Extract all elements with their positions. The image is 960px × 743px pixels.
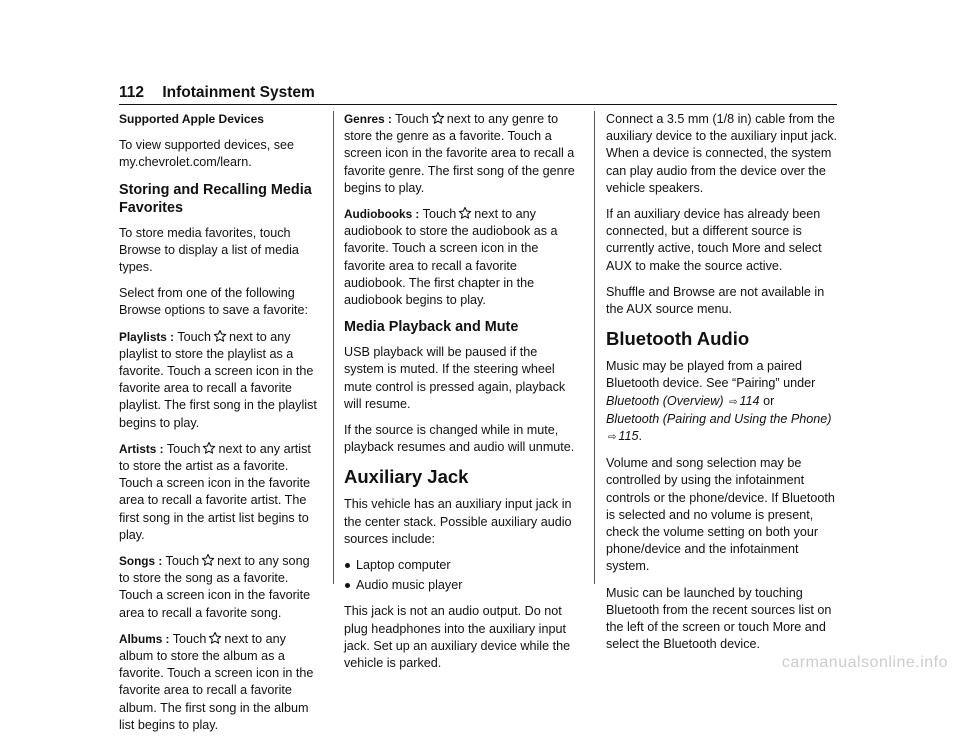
genres-term: Genres : xyxy=(344,112,392,126)
genres-pre: Touch xyxy=(395,112,429,126)
audiobooks-entry xyxy=(344,206,579,309)
star-outline-icon xyxy=(208,631,222,645)
storing-favorites-heading: Storing and Recalling Media Favorites xyxy=(119,181,312,216)
star-outline-icon xyxy=(431,111,445,125)
page-ref-115[interactable]: 115 xyxy=(618,429,639,444)
star-outline-icon xyxy=(201,553,215,567)
audiobooks-term: Audiobooks : xyxy=(344,207,420,222)
list-item: Laptop computer xyxy=(344,557,579,574)
column-1 xyxy=(119,111,322,743)
audiobooks-pre: Touch xyxy=(422,207,457,222)
artists-entry xyxy=(119,441,322,544)
auxiliary-jack-heading: Auxiliary Jack xyxy=(344,466,469,488)
page-number: 112 xyxy=(119,84,145,101)
aux-paragraph-2: This jack is not an audio output. Do not plug headphones into the auxiliary input jack. Set up an auxiliary device while the vehicle is parked. xyxy=(344,604,571,671)
page-ref-114[interactable]: 114 xyxy=(739,393,760,408)
aux-connect-paragraph: Connect a 3.5 mm (1/8 in) cable from the auxiliary device to the auxiliary input jack. When a device is connected, the system can play audio from the device over the vehicle speakers. xyxy=(606,112,837,195)
star-outline-icon xyxy=(213,329,227,343)
list-item: Audio music player xyxy=(344,577,579,594)
star-outline-icon xyxy=(202,441,216,455)
column-2 xyxy=(344,111,579,681)
column-3 xyxy=(606,111,838,662)
songs-pre: Touch xyxy=(165,554,200,569)
bluetooth-paragraph-3: Music can be launched by touching Bluetooth from the recent sources list on the left of the screen or touch More and select the Bluetooth device. xyxy=(606,585,832,652)
supported-devices-heading: Supported Apple Devices xyxy=(119,112,264,126)
playback-mute-heading: Media Playback and Mute xyxy=(344,319,519,336)
playlists-term: Playlists : xyxy=(119,329,175,344)
bluetooth-overview-link[interactable]: Bluetooth (Overview) xyxy=(606,393,724,408)
mute-paragraph-2: If the source is changed while in mute, playback resumes and audio will unmute. xyxy=(344,423,575,455)
header-rule xyxy=(119,104,837,105)
songs-post: next to any song to store the song as a favorite. Touch a screen icon in the favorite area to recall a favorite song. xyxy=(119,554,311,620)
albums-post: next to any album to store the album as a favorite. Touch a screen icon in the favorite area to recall a favorite album. The first song in the album list begins to play. xyxy=(119,631,314,732)
albums-pre: Touch xyxy=(172,631,207,646)
genres-entry xyxy=(344,111,579,197)
songs-term: Songs : xyxy=(119,554,163,569)
aux-paragraph-1: This vehicle has an auxiliary input jack in the center stack. Possible auxiliary audio sources include: xyxy=(344,497,572,546)
column-divider xyxy=(333,111,334,584)
artists-post: next to any artist to store the artist as a favorite. Touch a screen icon in the favorite area to recall a favorite artist. The first song in the artist list begins to play. xyxy=(119,441,311,542)
star-outline-icon xyxy=(458,206,472,220)
artists-term: Artists : xyxy=(119,441,164,456)
playlists-entry xyxy=(119,329,322,432)
bluetooth-pairing-link[interactable]: Bluetooth (Pairing and Using the Phone) xyxy=(606,411,832,426)
bluetooth-audio-heading: Bluetooth Audio xyxy=(606,328,750,350)
supported-devices-text: To view supported devices, see my.chevrolet.com/learn. xyxy=(119,138,295,170)
column-divider xyxy=(594,111,595,584)
storing-paragraph-2: Select from one of the following Browse options to save a favorite: xyxy=(119,286,309,318)
artists-pre: Touch xyxy=(166,441,201,456)
aux-active-paragraph: If an auxiliary device has already been connected, but a different source is currently active, touch More and select AUX to make the source active. xyxy=(606,207,822,273)
playlists-pre: Touch xyxy=(177,329,211,344)
bluetooth-paragraph-2: Volume and song selection may be controlled by using the infotainment controls or the phone/device. If Bluetooth is selected and no volume is present, check the volume setting on both your phone/device and the infotainment system. xyxy=(606,456,835,574)
playlists-post: next to any playlist to store the playlist as a favorite. Touch a screen icon in the favorite area to recall a favorite playlist. The first song in the playlist begins to play. xyxy=(119,329,317,430)
storing-paragraph-1: To store media favorites, touch Browse to display a list of media types. xyxy=(119,225,299,275)
page-header xyxy=(119,84,315,102)
watermark: carmanualsonline.info xyxy=(781,654,948,671)
mute-paragraph-1: USB playback will be paused if the system is muted. If the steering wheel mute control is pressed again, playback will resume. xyxy=(344,345,566,411)
genres-post: next to any genre to store the genre as a favorite. Touch a screen icon in the favorite area to recall a favorite genre. The first song of the genre begins to play. xyxy=(344,112,575,195)
bullet-icon xyxy=(345,583,350,588)
arrow-right-icon: ⇨ xyxy=(729,396,738,408)
albums-entry xyxy=(119,631,322,734)
bluetooth-paragraph-1: Music may be played from a paired Bluetooth device. See “Pairing” under Bluetooth (Overview) ⇨ 114 or Bluetooth (Pairing and Using the Phone) ⇨ 115. xyxy=(606,359,832,444)
bullet-icon xyxy=(345,563,350,568)
aux-source-list xyxy=(344,557,579,594)
aux-shuffle-paragraph: Shuffle and Browse are not available in the AUX source menu. xyxy=(606,284,825,317)
songs-entry xyxy=(119,553,322,622)
arrow-right-icon: ⇨ xyxy=(608,432,617,444)
audiobooks-post: next to any audiobook to store the audiobook as a favorite. Touch a screen icon in the favorite area to recall a favorite audiobook. The first chapter in the audiobook begins to play. xyxy=(344,207,558,308)
albums-term: Albums : xyxy=(119,631,170,646)
section-title: Infotainment System xyxy=(162,84,315,101)
